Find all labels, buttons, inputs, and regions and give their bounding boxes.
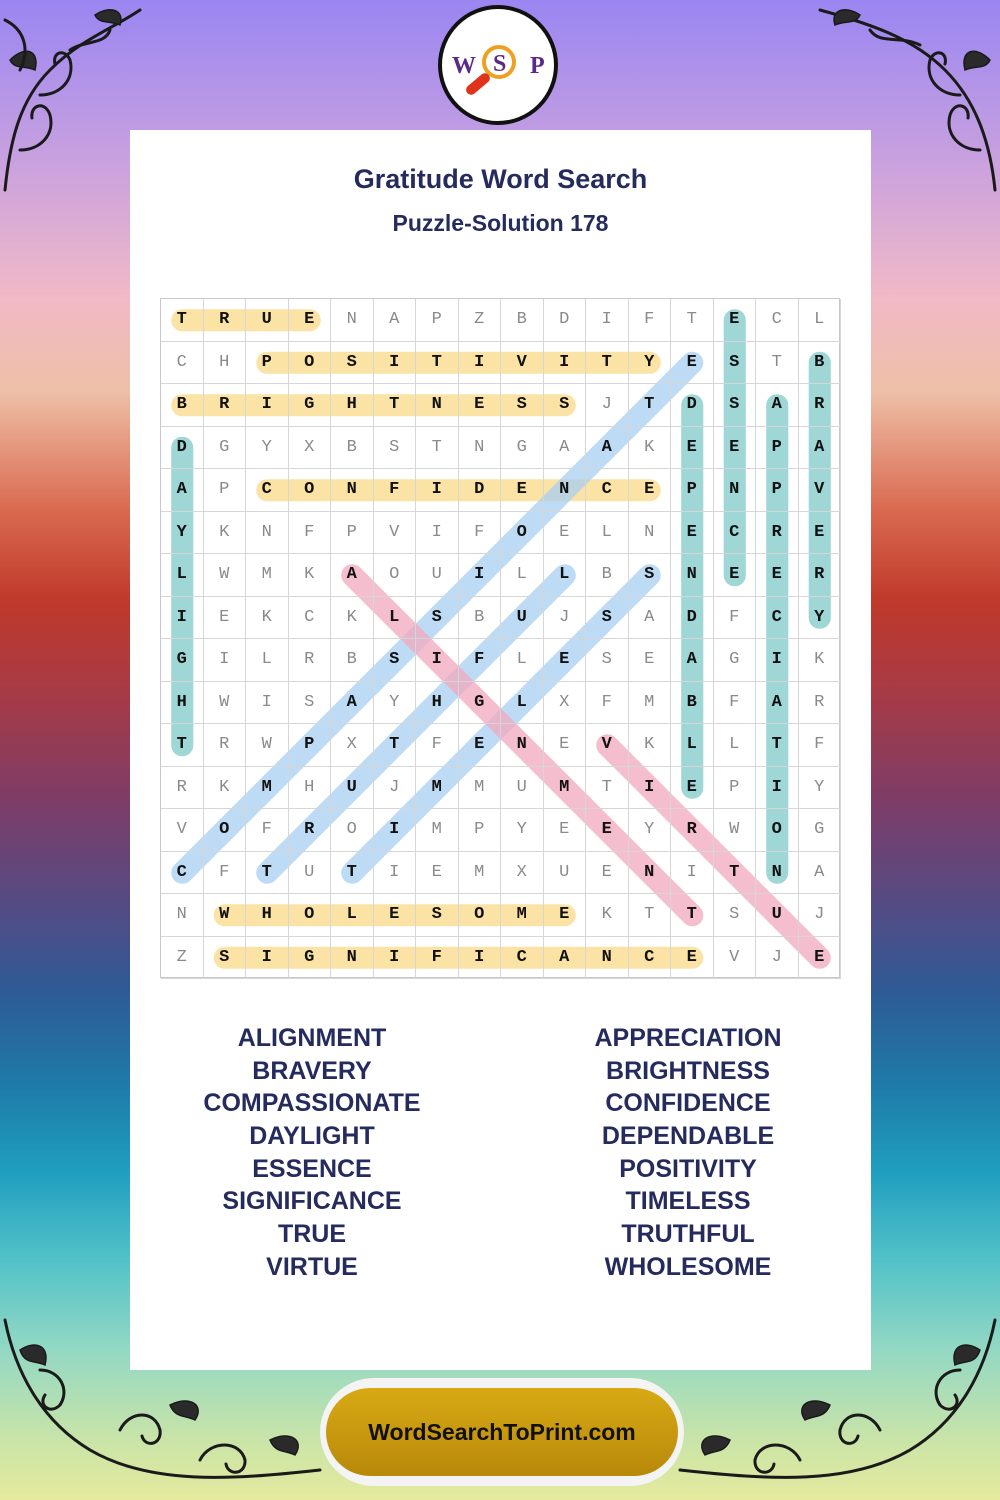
grid-cell[interactable]: Y: [161, 512, 204, 555]
grid-cell[interactable]: L: [544, 554, 587, 597]
grid-cell[interactable]: B: [459, 597, 502, 640]
grid-cell[interactable]: E: [544, 724, 587, 767]
grid-cell[interactable]: L: [246, 639, 289, 682]
grid-cell[interactable]: E: [629, 639, 672, 682]
grid-cell[interactable]: E: [501, 469, 544, 512]
grid-cell[interactable]: N: [459, 427, 502, 470]
grid-cell[interactable]: F: [714, 682, 757, 725]
word-list-item: POSITIVITY: [619, 1154, 757, 1183]
grid-cell[interactable]: E: [459, 724, 502, 767]
grid-cell[interactable]: E: [799, 937, 842, 980]
grid-cell[interactable]: T: [374, 724, 417, 767]
grid-cell[interactable]: Y: [501, 809, 544, 852]
grid-cell[interactable]: T: [629, 384, 672, 427]
grid-cell[interactable]: E: [416, 852, 459, 895]
grid-cell[interactable]: A: [756, 384, 799, 427]
grid-cell[interactable]: F: [459, 512, 502, 555]
grid-cell[interactable]: T: [331, 852, 374, 895]
grid-cell[interactable]: S: [331, 342, 374, 385]
word-list-right: [538, 1022, 838, 1284]
grid-cell[interactable]: Y: [799, 767, 842, 810]
word-list-item: TRUE: [277, 1220, 347, 1249]
word-list-item: BRAVERY: [252, 1056, 372, 1085]
grid-cell[interactable]: J: [799, 894, 842, 937]
grid-cell[interactable]: N: [544, 469, 587, 512]
grid-cell[interactable]: S: [204, 937, 247, 980]
grid-cell[interactable]: U: [756, 894, 799, 937]
grid-cell[interactable]: G: [501, 427, 544, 470]
grid-cell[interactable]: C: [714, 512, 757, 555]
grid-cell[interactable]: N: [629, 852, 672, 895]
grid-cell[interactable]: E: [799, 512, 842, 555]
grid-cell[interactable]: P: [756, 427, 799, 470]
puzzle-title: Gratitude Word Search: [353, 164, 648, 194]
grid-cell[interactable]: G: [799, 809, 842, 852]
grid-cell[interactable]: E: [586, 809, 629, 852]
grid-cell[interactable]: A: [544, 937, 587, 980]
grid-cell[interactable]: K: [204, 767, 247, 810]
grid-cell[interactable]: G: [289, 384, 332, 427]
grid-cell[interactable]: E: [714, 299, 757, 342]
grid-cell[interactable]: P: [714, 767, 757, 810]
grid-cell[interactable]: G: [459, 682, 502, 725]
grid-cell[interactable]: C: [629, 937, 672, 980]
grid-cell[interactable]: P: [671, 469, 714, 512]
grid-cell[interactable]: M: [629, 682, 672, 725]
grid-cell[interactable]: B: [799, 342, 842, 385]
grid-cell[interactable]: I: [246, 937, 289, 980]
grid-cell[interactable]: N: [161, 894, 204, 937]
grid-cell[interactable]: T: [161, 299, 204, 342]
grid-cell[interactable]: V: [161, 809, 204, 852]
grid-cell[interactable]: S: [501, 384, 544, 427]
grid-cell[interactable]: I: [374, 852, 417, 895]
word-list-item: DAYLIGHT: [249, 1122, 375, 1151]
website-label: WordSearchToPrint.com: [326, 1388, 678, 1476]
grid-cell[interactable]: L: [374, 597, 417, 640]
grid-cell[interactable]: W: [204, 682, 247, 725]
grid-cell[interactable]: I: [416, 469, 459, 512]
grid-cell[interactable]: T: [629, 894, 672, 937]
word-list-item: TRUTHFUL: [621, 1220, 755, 1249]
grid-cell[interactable]: B: [331, 427, 374, 470]
grid-cell[interactable]: B: [161, 384, 204, 427]
grid-cell[interactable]: O: [459, 894, 502, 937]
grid-cell[interactable]: S: [544, 384, 587, 427]
grid-cell[interactable]: I: [416, 639, 459, 682]
grid-cell[interactable]: W: [204, 554, 247, 597]
grid-cell[interactable]: E: [671, 427, 714, 470]
logo-letter-w: W: [452, 53, 476, 79]
grid-cell[interactable]: H: [204, 342, 247, 385]
grid-cell[interactable]: N: [331, 469, 374, 512]
grid-cell[interactable]: R: [799, 384, 842, 427]
grid-cell[interactable]: T: [756, 342, 799, 385]
grid-cell[interactable]: L: [501, 682, 544, 725]
grid-cell[interactable]: T: [586, 342, 629, 385]
grid-cell[interactable]: A: [799, 852, 842, 895]
grid-cell[interactable]: S: [416, 894, 459, 937]
grid-cell[interactable]: N: [501, 724, 544, 767]
grid-cell[interactable]: H: [416, 682, 459, 725]
grid-cell[interactable]: L: [799, 299, 842, 342]
grid-cell[interactable]: M: [416, 809, 459, 852]
grid-cell[interactable]: R: [204, 724, 247, 767]
grid-cell[interactable]: K: [586, 894, 629, 937]
grid-cell[interactable]: J: [374, 767, 417, 810]
puzzle-subtitle: Puzzle-Solution 178: [392, 210, 609, 236]
grid-cell[interactable]: U: [416, 554, 459, 597]
grid-cell[interactable]: F: [714, 597, 757, 640]
grid-cell[interactable]: O: [331, 809, 374, 852]
grid-cell[interactable]: P: [459, 809, 502, 852]
grid-cell[interactable]: O: [204, 809, 247, 852]
grid-cell[interactable]: A: [756, 682, 799, 725]
grid-cell[interactable]: O: [289, 342, 332, 385]
grid-cell[interactable]: I: [586, 299, 629, 342]
grid-cell[interactable]: C: [756, 597, 799, 640]
grid-cell[interactable]: F: [459, 639, 502, 682]
grid-cell[interactable]: U: [246, 299, 289, 342]
grid-cell[interactable]: M: [501, 894, 544, 937]
grid-cell[interactable]: N: [756, 852, 799, 895]
grid-cell[interactable]: I: [374, 342, 417, 385]
grid-cell[interactable]: E: [671, 342, 714, 385]
word-list-item: COMPASSIONATE: [203, 1089, 421, 1118]
grid-cell[interactable]: D: [671, 597, 714, 640]
grid-cell[interactable]: Z: [161, 937, 204, 980]
grid-cell[interactable]: E: [671, 767, 714, 810]
word-list-item: DEPENDABLE: [601, 1122, 775, 1151]
grid-cell[interactable]: F: [629, 299, 672, 342]
grid-cell[interactable]: U: [544, 852, 587, 895]
grid-cell[interactable]: A: [331, 554, 374, 597]
grid-cell[interactable]: E: [714, 427, 757, 470]
word-list-item: WHOLESOME: [604, 1252, 772, 1281]
grid-cell[interactable]: S: [586, 639, 629, 682]
grid-cell[interactable]: P: [331, 512, 374, 555]
grid-cell[interactable]: G: [161, 639, 204, 682]
grid-cell[interactable]: M: [416, 767, 459, 810]
puzzle-card: [130, 130, 871, 1370]
grid-cell[interactable]: N: [246, 512, 289, 555]
grid-cell[interactable]: P: [756, 469, 799, 512]
site-logo[interactable]: [438, 5, 558, 125]
grid-cell[interactable]: M: [459, 852, 502, 895]
word-list-item: SIGNIFICANCE: [222, 1187, 402, 1216]
grid-cell[interactable]: V: [586, 724, 629, 767]
grid-cell[interactable]: J: [544, 597, 587, 640]
grid-cell[interactable]: N: [671, 554, 714, 597]
grid-cell[interactable]: E: [586, 852, 629, 895]
grid-cell[interactable]: J: [756, 937, 799, 980]
grid-cell[interactable]: B: [586, 554, 629, 597]
logo-letter-p: P: [530, 53, 545, 79]
grid-cell[interactable]: R: [671, 809, 714, 852]
grid-cell[interactable]: S: [714, 342, 757, 385]
grid-cell[interactable]: A: [374, 299, 417, 342]
grid-cell[interactable]: C: [161, 342, 204, 385]
word-list-item: VIRTUE: [266, 1252, 358, 1281]
grid-cell[interactable]: P: [416, 299, 459, 342]
grid-cell[interactable]: A: [331, 682, 374, 725]
grid-cell[interactable]: Y: [246, 427, 289, 470]
grid-cell[interactable]: C: [161, 852, 204, 895]
logo-letter-s: S: [493, 51, 507, 77]
grid-cell[interactable]: I: [374, 809, 417, 852]
grid-cell[interactable]: T: [671, 894, 714, 937]
grid-cell[interactable]: I: [246, 384, 289, 427]
grid-cell[interactable]: S: [714, 894, 757, 937]
grid-cell[interactable]: F: [246, 809, 289, 852]
grid-cell[interactable]: L: [586, 512, 629, 555]
grid-cell[interactable]: T: [756, 724, 799, 767]
grid-cell[interactable]: P: [246, 342, 289, 385]
grid-cell[interactable]: X: [289, 427, 332, 470]
grid-cell[interactable]: E: [544, 512, 587, 555]
grid-cell[interactable]: N: [331, 299, 374, 342]
grid-cell[interactable]: S: [629, 554, 672, 597]
grid-cell[interactable]: A: [586, 427, 629, 470]
grid-cell[interactable]: N: [714, 469, 757, 512]
grid-cell[interactable]: R: [204, 299, 247, 342]
grid-cell[interactable]: T: [416, 342, 459, 385]
grid-cell[interactable]: E: [544, 639, 587, 682]
grid-cell[interactable]: R: [799, 682, 842, 725]
grid-cell[interactable]: F: [416, 937, 459, 980]
grid-cell[interactable]: T: [374, 384, 417, 427]
grid-cell[interactable]: F: [799, 724, 842, 767]
grid-cell[interactable]: O: [756, 809, 799, 852]
grid-cell[interactable]: U: [501, 597, 544, 640]
grid-cell[interactable]: G: [714, 639, 757, 682]
grid-cell[interactable]: O: [289, 469, 332, 512]
grid-cell[interactable]: C: [289, 597, 332, 640]
grid-cell[interactable]: V: [799, 469, 842, 512]
grid-cell[interactable]: K: [629, 427, 672, 470]
grid-cell[interactable]: H: [289, 767, 332, 810]
grid-cell[interactable]: P: [204, 469, 247, 512]
grid-cell[interactable]: E: [629, 469, 672, 512]
grid-cell[interactable]: P: [289, 724, 332, 767]
grid-cell[interactable]: W: [204, 894, 247, 937]
grid-cell[interactable]: I: [204, 639, 247, 682]
grid-cell[interactable]: E: [544, 809, 587, 852]
grid-cell[interactable]: L: [671, 724, 714, 767]
grid-cell[interactable]: S: [374, 639, 417, 682]
grid-cell[interactable]: Y: [629, 809, 672, 852]
grid-cell[interactable]: M: [246, 767, 289, 810]
grid-cell[interactable]: N: [629, 512, 672, 555]
grid-cell[interactable]: S: [289, 682, 332, 725]
grid-cell[interactable]: I: [756, 767, 799, 810]
grid-cell[interactable]: D: [161, 427, 204, 470]
grid-cell[interactable]: I: [416, 512, 459, 555]
grid-cell[interactable]: L: [501, 554, 544, 597]
grid-cell[interactable]: N: [331, 937, 374, 980]
word-list-left: [162, 1022, 462, 1284]
grid-cell[interactable]: M: [246, 554, 289, 597]
grid-cell[interactable]: L: [331, 894, 374, 937]
grid-cell[interactable]: I: [459, 342, 502, 385]
grid-cell[interactable]: H: [161, 682, 204, 725]
grid-cell[interactable]: H: [246, 894, 289, 937]
website-button[interactable]: [320, 1378, 684, 1486]
grid-cell[interactable]: O: [501, 512, 544, 555]
grid-cell[interactable]: N: [586, 937, 629, 980]
grid-cell[interactable]: E: [756, 554, 799, 597]
grid-cell[interactable]: I: [459, 937, 502, 980]
grid-cell[interactable]: X: [501, 852, 544, 895]
grid-cell[interactable]: T: [416, 427, 459, 470]
grid-cell[interactable]: E: [714, 554, 757, 597]
grid-cell[interactable]: I: [756, 639, 799, 682]
grid-cell[interactable]: Z: [459, 299, 502, 342]
grid-cell[interactable]: A: [544, 427, 587, 470]
grid-cell[interactable]: X: [331, 724, 374, 767]
word-list-item: ESSENCE: [252, 1154, 372, 1183]
grid-cell[interactable]: R: [161, 767, 204, 810]
grid-cell[interactable]: O: [374, 554, 417, 597]
grid-cell[interactable]: I: [246, 682, 289, 725]
grid-cell[interactable]: K: [331, 597, 374, 640]
grid-cell[interactable]: R: [289, 809, 332, 852]
grid-cell[interactable]: K: [289, 554, 332, 597]
grid-cell[interactable]: C: [246, 469, 289, 512]
grid-cell[interactable]: F: [374, 469, 417, 512]
grid-cell[interactable]: I: [459, 554, 502, 597]
grid-cell[interactable]: S: [586, 597, 629, 640]
grid-cell[interactable]: M: [459, 767, 502, 810]
grid-cell[interactable]: L: [501, 639, 544, 682]
grid-cell[interactable]: V: [374, 512, 417, 555]
grid-cell[interactable]: T: [714, 852, 757, 895]
grid-cell[interactable]: K: [629, 724, 672, 767]
grid-cell[interactable]: S: [416, 597, 459, 640]
grid-cell[interactable]: F: [204, 852, 247, 895]
grid-cell[interactable]: K: [204, 512, 247, 555]
grid-cell[interactable]: E: [459, 384, 502, 427]
grid-cell[interactable]: F: [416, 724, 459, 767]
grid-cell[interactable]: A: [671, 639, 714, 682]
grid-cell[interactable]: B: [501, 299, 544, 342]
grid-cell[interactable]: U: [331, 767, 374, 810]
grid-cell[interactable]: S: [374, 427, 417, 470]
grid-cell[interactable]: U: [289, 852, 332, 895]
word-list-item: CONFIDENCE: [605, 1089, 771, 1118]
grid-cell[interactable]: E: [204, 597, 247, 640]
grid-cell[interactable]: L: [714, 724, 757, 767]
corner-ornament-top-left: [0, 0, 150, 200]
grid-cell[interactable]: I: [374, 937, 417, 980]
grid-cell[interactable]: U: [501, 767, 544, 810]
grid-cell[interactable]: B: [671, 682, 714, 725]
grid-cell[interactable]: D: [671, 384, 714, 427]
grid-cell[interactable]: T: [161, 724, 204, 767]
grid-cell[interactable]: C: [501, 937, 544, 980]
grid-cell[interactable]: I: [161, 597, 204, 640]
grid-cell[interactable]: R: [204, 384, 247, 427]
grid-cell[interactable]: I: [629, 767, 672, 810]
grid-cell[interactable]: I: [671, 852, 714, 895]
grid-cell[interactable]: R: [289, 639, 332, 682]
grid-cell[interactable]: C: [586, 469, 629, 512]
grid-cell[interactable]: X: [544, 682, 587, 725]
grid-cell[interactable]: F: [289, 512, 332, 555]
grid-cell[interactable]: R: [756, 512, 799, 555]
grid-cell[interactable]: H: [331, 384, 374, 427]
grid-cell[interactable]: I: [544, 342, 587, 385]
grid-cell[interactable]: E: [374, 894, 417, 937]
grid-cell[interactable]: T: [671, 299, 714, 342]
grid-cell[interactable]: M: [544, 767, 587, 810]
letter-grid: [160, 298, 840, 978]
grid-cell[interactable]: Y: [629, 342, 672, 385]
grid-cell[interactable]: J: [586, 384, 629, 427]
grid-cell[interactable]: B: [331, 639, 374, 682]
grid-cell[interactable]: R: [799, 554, 842, 597]
word-list-item: TIMELESS: [625, 1187, 751, 1216]
grid-cell[interactable]: E: [671, 512, 714, 555]
grid-cell[interactable]: G: [289, 937, 332, 980]
grid-cell[interactable]: F: [586, 682, 629, 725]
word-list-item: BRIGHTNESS: [606, 1056, 770, 1085]
grid-cell[interactable]: O: [289, 894, 332, 937]
word-list-item: ALIGNMENT: [237, 1024, 387, 1052]
grid-cell[interactable]: K: [246, 597, 289, 640]
word-list-item: APPRECIATION: [594, 1024, 782, 1052]
grid-cell[interactable]: N: [416, 384, 459, 427]
grid-cell[interactable]: W: [714, 809, 757, 852]
grid-cell[interactable]: G: [204, 427, 247, 470]
grid-cell[interactable]: K: [799, 639, 842, 682]
grid-cell[interactable]: V: [501, 342, 544, 385]
grid-cell[interactable]: E: [671, 937, 714, 980]
grid-cell[interactable]: V: [714, 937, 757, 980]
grid-cell[interactable]: Y: [374, 682, 417, 725]
grid-cell[interactable]: E: [289, 299, 332, 342]
grid-cell[interactable]: A: [799, 427, 842, 470]
grid-cell[interactable]: C: [756, 299, 799, 342]
grid-cell[interactable]: W: [246, 724, 289, 767]
grid-cell[interactable]: D: [544, 299, 587, 342]
grid-cell[interactable]: S: [714, 384, 757, 427]
grid-cell[interactable]: A: [161, 469, 204, 512]
grid-cell[interactable]: T: [246, 852, 289, 895]
grid-cell[interactable]: D: [459, 469, 502, 512]
grid-cell[interactable]: A: [629, 597, 672, 640]
grid-cell[interactable]: T: [586, 767, 629, 810]
grid-cell[interactable]: E: [544, 894, 587, 937]
grid-cell[interactable]: Y: [799, 597, 842, 640]
grid-cell[interactable]: L: [161, 554, 204, 597]
